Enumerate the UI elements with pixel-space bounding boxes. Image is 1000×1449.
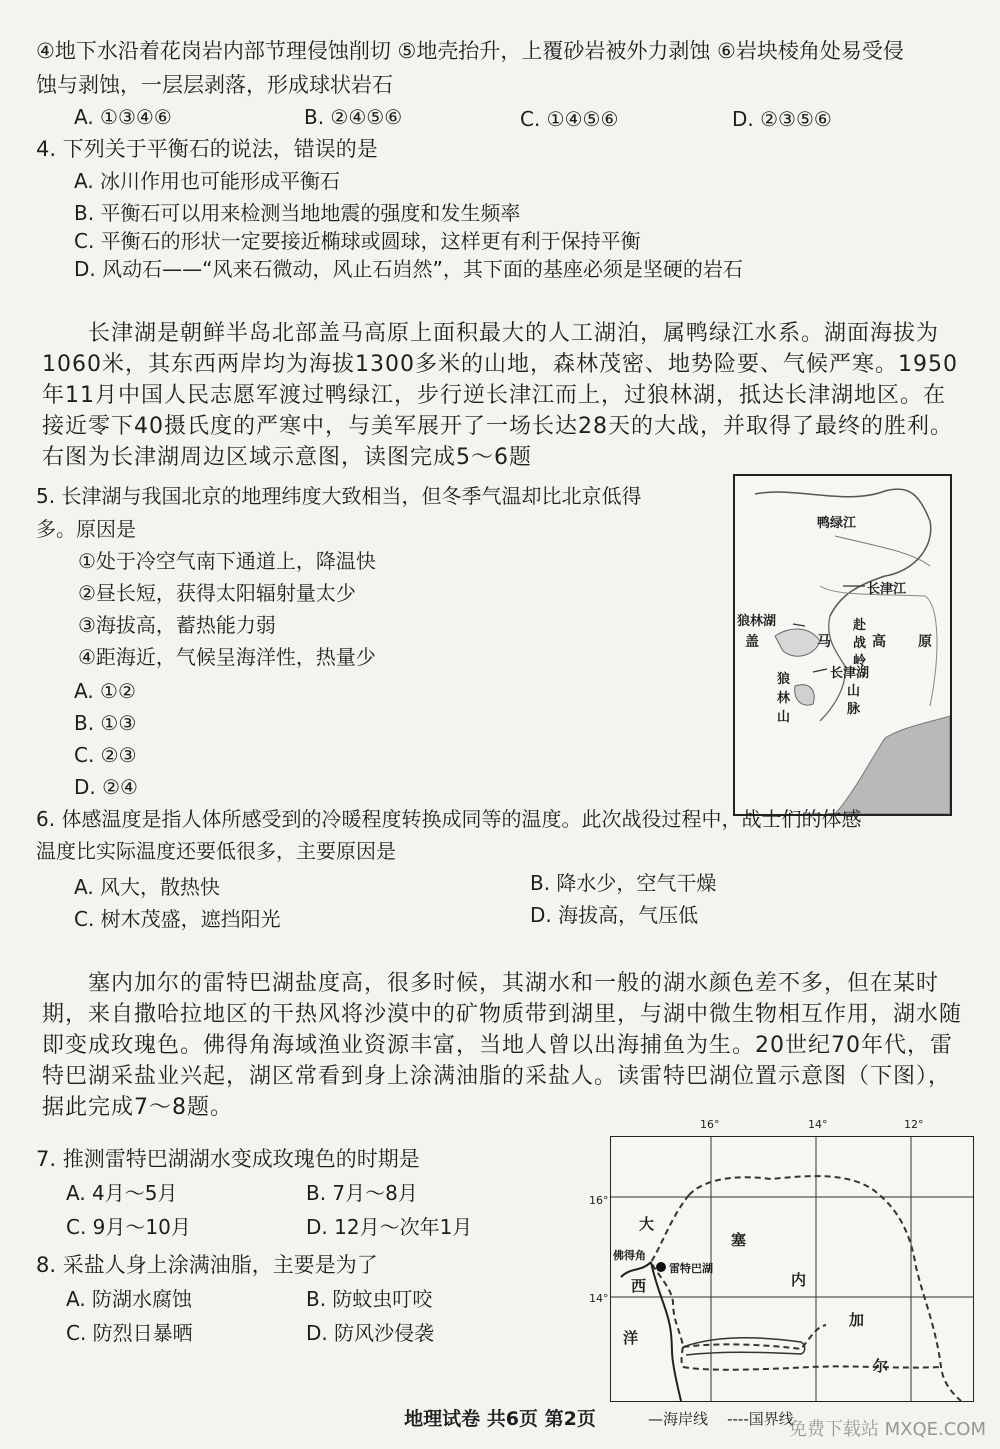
senegal-char-jia: 加 [849,1311,865,1329]
q8-option-d: D. 防风沙侵袭 [306,1321,435,1345]
atlantic-char-da: 大 [639,1215,655,1233]
q8-stem: 8. 采盐人身上涂满油脂，主要是为了 [36,1253,378,1277]
q5-statement-1: ①处于冷空气南下通道上，降温快 [78,549,376,573]
map2-lat-16: 16° [589,1194,609,1207]
q5-statement-3: ③海拔高，蓄热能力弱 [78,613,276,637]
changjin-lake-map [733,474,952,816]
q5-statement-4: ④距海近，气候呈海洋性，热量少 [78,645,376,669]
q3-option-c: C. ①④⑤⑥ [520,107,619,131]
changjin-mtn-mai: 脉 [847,702,861,717]
q6-option-c: C. 树木茂盛，遮挡阳光 [74,907,281,931]
langlin-lake-label: 狼林湖 [737,614,777,629]
q6-stem: 温度比实际温度还要低很多，主要原因是 [36,839,396,863]
changjin-lake-label: 长津湖 [830,666,870,681]
legend-coastline: —海岸线 [648,1410,709,1428]
q5-statement-2: ②昼长短，获得太阳辐射量太少 [78,581,356,605]
changjin-mtn-shan: 山 [847,684,861,699]
q8-option-c: C. 防烈日暴晒 [66,1321,193,1345]
atlantic-char-xi: 西 [631,1277,647,1295]
map2-lon-14: 14° [808,1118,828,1131]
gaima-char-yuan: 原 [918,634,932,650]
langlin-mtn-lin: 林 [777,691,791,706]
map2-lat-14: 14° [589,1292,609,1305]
langlin-mtn-lang: 狼 [777,672,791,687]
page-footer: 地理试卷 共6页 第2页 [404,1408,596,1430]
q4-stem: 4. 下列关于平衡石的说法，错误的是 [36,137,378,161]
fuzhan-char-ling: 岭 [853,654,867,669]
fuzhan-char-zhan: 战 [853,636,867,651]
retba-lake-label: 雷特巴湖 [669,1262,713,1275]
senegal-char-er: 尔 [873,1357,889,1375]
watermark: 免费下载站 MXQE.COM [788,1419,986,1440]
changjin-river-label: 长津江 [867,582,907,597]
q5-option-d: D. ②④ [74,775,138,799]
q4-option-a: A. 冰川作用也可能形成平衡石 [74,169,341,193]
q5-option-c: C. ②③ [74,743,137,767]
gaima-char-gai: 盖 [745,634,759,650]
q8-option-a: A. 防湖水腐蚀 [66,1287,193,1311]
passage-changjin-text: 长津湖是朝鲜半岛北部盖马高原上面积最大的人工湖泊，属鸭绿江水系。湖面海拔为1060米，其东西两岸均为海拔1300多米的山地，森林茂密、地势险要、气候严寒。1950年11月中国人民志愿军渡过鸭绿江，步行逆长津江而上，过狼林湖，抵达长津湖地区。在接近零下40摄氏度的严寒中，与美军展开了一场长达28天的大战，并取得了最终的胜利。右图为长津湖周边区域示意图，读图完成5～6题 [42,321,958,470]
senegal-char-sai: 塞 [731,1231,747,1249]
q6-stem: 6. 体感温度是指人体所感受到的冷暖程度转换成同等的温度。此次战役过程中，战士们的体感 [36,807,862,831]
q6-option-a: A. 风大，散热快 [74,875,221,899]
q5-option-a: A. ①② [74,679,136,703]
q7-option-b: B. 7月～8月 [306,1181,418,1205]
passage-changjin-lake [42,318,962,473]
passage-retba-text: 塞内加尔的雷特巴湖盐度高，很多时候，其湖水和一般的湖水颜色差不多，但在某时期，来自撒哈拉地区的干热风将沙漠中的矿物质带到湖里，与湖中微生物相互作用，湖水随即变成玫瑰色。佛得角海域渔业资源丰富，当地人曾以出海捕鱼为生。20世纪70年代，雷特巴湖采盐业兴起，湖区常看到身上涂满油脂的采盐人。读雷特巴湖位置示意图（下图），据此完成7～8题。 [42,971,963,1120]
retba-lake-map [610,1136,974,1402]
q7-option-c: C. 9月～10月 [66,1215,191,1239]
q5-stem: 5. 长津湖与我国北京的地理纬度大致相当，但冬季气温却比北京低得 [36,484,642,508]
q4-option-b: B. 平衡石可以用来检测当地地震的强度和发生频率 [74,201,521,225]
q5-option-b: B. ①③ [74,711,137,735]
q6-option-d: D. 海拔高，气压低 [530,903,699,927]
q3-option-d: D. ②③⑤⑥ [732,107,832,131]
q7-option-a: A. 4月～5月 [66,1181,178,1205]
map2-lon-16: 16° [700,1118,720,1131]
q5-stem: 多。原因是 [36,517,136,541]
q7-option-d: D. 12月～次年1月 [306,1215,473,1239]
langlin-mtn-shan: 山 [777,710,791,725]
fuzhan-char-fu: 赴 [853,618,867,633]
passage-retba-lake [42,968,962,1123]
yalu-river-label: 鸭绿江 [817,516,857,531]
q4-option-d: D. 风动石——“风来石微动，风止石岿然”，其下面的基座必须是坚硬的岩石 [74,257,743,281]
q4-option-c: C. 平衡石的形状一定要接近椭球或圆球，这样更有利于保持平衡 [74,229,641,253]
map2-lon-12: 12° [904,1118,924,1131]
cape-verde-label: 佛得角 [613,1249,646,1262]
legend-border: ----国界线 [727,1410,794,1428]
gaima-char-ma: 马 [817,634,831,650]
q3-option-a: A. ①③④⑥ [74,105,172,129]
q8-option-b: B. 防蚊虫叮咬 [306,1287,433,1311]
q3-statement-line: ④地下水沿着花岗岩内部节理侵蚀削切 ⑤地壳抬升，上覆砂岩被外力剥蚀 ⑥岩块棱角处易受侵 [36,39,904,63]
gaima-char-gao: 高 [872,634,886,650]
q3-option-b: B. ②④⑤⑥ [304,105,403,129]
atlantic-char-yang: 洋 [623,1329,639,1347]
q3-statement-line: 蚀与剥蚀，一层层剥落，形成球状岩石 [36,73,393,97]
q6-option-b: B. 降水少，空气干燥 [530,871,717,895]
q7-stem: 7. 推测雷特巴湖湖水变成玫瑰色的时期是 [36,1147,420,1171]
senegal-char-nei: 内 [791,1271,807,1289]
